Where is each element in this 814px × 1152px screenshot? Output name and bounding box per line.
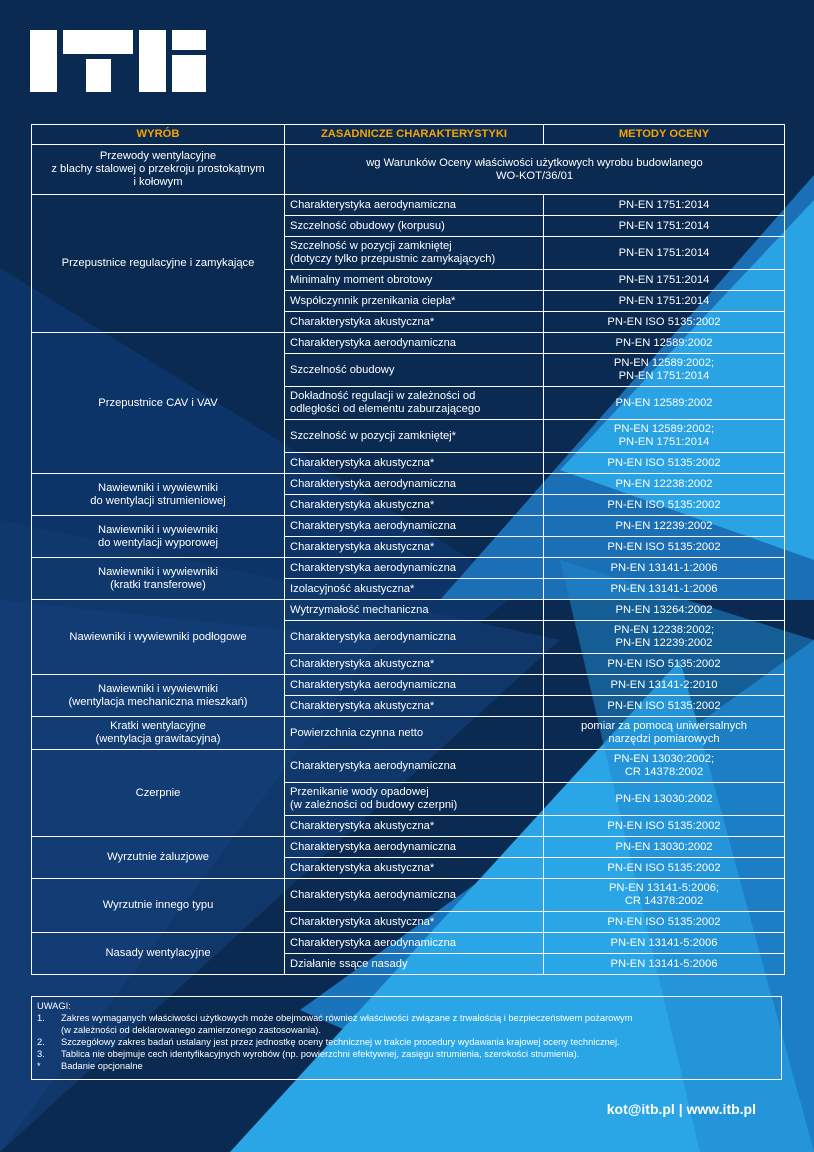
method-cell: PN-EN 13141-2:2010	[544, 675, 785, 696]
characteristic-cell: Charakterystyka akustyczna*	[285, 858, 544, 879]
method-cell: PN-EN 1751:2014	[544, 270, 785, 291]
header-methods: METODY OCENY	[544, 125, 785, 145]
characteristic-cell: Szczelność w pozycji zamkniętej*	[285, 420, 544, 453]
table-row	[32, 474, 785, 495]
table-row	[32, 333, 785, 354]
method-cell: PN-EN 13030:2002	[544, 837, 785, 858]
method-cell: PN-EN 1751:2014	[544, 216, 785, 237]
characteristic-cell: Charakterystyka aerodynamiczna	[285, 675, 544, 696]
characteristic-cell: Szczelność obudowy	[285, 354, 544, 387]
characteristic-cell: Charakterystyka aerodynamiczna	[285, 195, 544, 216]
characteristic-cell: Przenikanie wody opadowej (w zależności od budowy czerpni)	[285, 783, 544, 816]
characteristic-cell: Charakterystyka akustyczna*	[285, 495, 544, 516]
characteristic-cell: Minimalny moment obrotowy	[285, 270, 544, 291]
characteristic-cell: Charakterystyka aerodynamiczna	[285, 474, 544, 495]
characteristic-cell: Charakterystyka akustyczna*	[285, 312, 544, 333]
product-cell: Nawiewniki i wywiewniki (kratki transferowe)	[32, 558, 285, 600]
characteristic-cell: Izolacyjność akustyczna*	[285, 579, 544, 600]
note-continuation: (w zależności od deklarowanego zamierzonego zastosowania).	[61, 1025, 321, 1035]
method-cell: PN-EN ISO 5135:2002	[544, 858, 785, 879]
characteristic-cell: Charakterystyka akustyczna*	[285, 537, 544, 558]
method-cell: PN-EN 13141-5:2006	[544, 954, 785, 975]
product-cell: Nawiewniki i wywiewniki (wentylacja mechaniczna mieszkań)	[32, 675, 285, 717]
method-cell: PN-EN 13030:2002; CR 14378:2002	[544, 750, 785, 783]
characteristic-cell: Charakterystyka aerodynamiczna	[285, 879, 544, 912]
product-cell: Wyrzutnie żaluzjowe	[32, 837, 285, 879]
footer-contact[interactable]: kot@itb.pl | www.itb.pl	[606, 1101, 756, 1117]
characteristic-cell: Dokładność regulacji w zależności od odległości od elementu zaburzającego	[285, 387, 544, 420]
product-cell: Czerpnie	[32, 750, 285, 837]
table-header-row	[32, 125, 785, 145]
method-cell: PN-EN ISO 5135:2002	[544, 912, 785, 933]
method-cell: PN-EN 1751:2014	[544, 195, 785, 216]
method-cell: PN-EN ISO 5135:2002	[544, 312, 785, 333]
method-cell: PN-EN 12238:2002	[544, 474, 785, 495]
method-cell: PN-EN 12589:2002	[544, 387, 785, 420]
method-cell: PN-EN ISO 5135:2002	[544, 654, 785, 675]
header-characteristics: ZASADNICZE CHARAKTERYSTYKI	[285, 125, 544, 145]
note-text: Szczegółowy zakres badań ustalany jest przez jednostkę oceny technicznej w trakcie procedury wydawania krajowej oceny technicznej.	[61, 1037, 620, 1047]
product-cell: Przepustnice regulacyjne i zamykające	[32, 195, 285, 333]
method-cell: PN-EN 13141-1:2006	[544, 558, 785, 579]
note-text: Zakres wymaganych właściwości użytkowych może obejmować również właściwości związane z trwałością i bezpieczeństwem pożarowym	[61, 1013, 633, 1023]
note-item: 1. Zakres wymaganych właściwości użytkowych może obejmować również właściwości związane z trwałością i bezpieczeństwem pożarowym	[37, 1013, 633, 1023]
method-cell: PN-EN 12239:2002	[544, 516, 785, 537]
characteristic-cell: Charakterystyka akustyczna*	[285, 453, 544, 474]
method-cell: PN-EN ISO 5135:2002	[544, 453, 785, 474]
table-row	[32, 195, 785, 216]
header-product: WYRÓB	[32, 125, 285, 145]
product-cell: Nasady wentylacyjne	[32, 933, 285, 975]
method-cell: PN-EN 13141-5:2006	[544, 933, 785, 954]
table-row	[32, 879, 785, 912]
table-row	[32, 145, 785, 195]
table-row	[32, 837, 785, 858]
method-cell: PN-EN 13141-1:2006	[544, 579, 785, 600]
characteristic-cell: Charakterystyka akustyczna*	[285, 696, 544, 717]
table-row	[32, 675, 785, 696]
method-cell: pomiar za pomocą uniwersalnych narzędzi pomiarowych	[544, 717, 785, 750]
notes-box	[31, 996, 782, 1080]
method-cell: PN-EN 12589:2002	[544, 333, 785, 354]
method-cell: PN-EN 13030:2002	[544, 783, 785, 816]
characteristic-cell: Charakterystyka akustyczna*	[285, 654, 544, 675]
characteristic-cell: Działanie ssące nasady	[285, 954, 544, 975]
characteristic-cell: Charakterystyka aerodynamiczna	[285, 333, 544, 354]
method-cell: PN-EN 12589:2002; PN-EN 1751:2014	[544, 420, 785, 453]
characteristic-cell: Charakterystyka aerodynamiczna	[285, 558, 544, 579]
characteristic-cell: Powierzchnia czynna netto	[285, 717, 544, 750]
notes-title: UWAGI:	[37, 1001, 71, 1011]
table-body	[32, 145, 785, 975]
method-cell: PN-EN 13264:2002	[544, 600, 785, 621]
method-cell: PN-EN 1751:2014	[544, 291, 785, 312]
product-cell: Kratki wentylacyjne (wentylacja grawitacyjna)	[32, 717, 285, 750]
product-cell: Wyrzutnie innego typu	[32, 879, 285, 933]
product-cell: Przepustnice CAV i VAV	[32, 333, 285, 474]
characteristic-cell: Charakterystyka aerodynamiczna	[285, 516, 544, 537]
method-cell: PN-EN 1751:2014	[544, 237, 785, 270]
characteristic-cell: Charakterystyka akustyczna*	[285, 912, 544, 933]
method-cell: PN-EN 12238:2002; PN-EN 12239:2002	[544, 621, 785, 654]
table-row	[32, 558, 785, 579]
product-cell: Nawiewniki i wywiewniki do wentylacji strumieniowej	[32, 474, 285, 516]
table-row	[32, 750, 785, 783]
method-cell: PN-EN 12589:2002; PN-EN 1751:2014	[544, 354, 785, 387]
table-row	[32, 933, 785, 954]
table-row	[32, 717, 785, 750]
evaluation-table	[31, 124, 785, 975]
registered-mark: ®	[182, 26, 199, 51]
note-item: * Badanie opcjonalne	[37, 1061, 143, 1071]
note-text: Tablica nie obejmuje cech identyfikacyjnych wyrobów (np. powierzchni efektywnej, zasięgu strumienia, szerokości strumienia).	[61, 1049, 580, 1059]
characteristic-cell: Szczelność obudowy (korpusu)	[285, 216, 544, 237]
table-row	[32, 600, 785, 621]
product-cell: Przewody wentylacyjne z blachy stalowej o przekroju prostokątnym i kołowym	[32, 145, 285, 195]
method-cell: PN-EN ISO 5135:2002	[544, 537, 785, 558]
characteristic-cell: Charakterystyka aerodynamiczna	[285, 621, 544, 654]
method-cell: PN-EN ISO 5135:2002	[544, 696, 785, 717]
characteristic-cell: Charakterystyka aerodynamiczna	[285, 750, 544, 783]
characteristic-cell: Współczynnik przenikania ciepła*	[285, 291, 544, 312]
note-item: 3. Tablica nie obejmuje cech identyfikacyjnych wyrobów (np. powierzchni efektywnej, zasięgu strumienia, szerokości strumienia).	[37, 1049, 580, 1059]
note-text: Badanie opcjonalne	[61, 1061, 143, 1071]
product-cell: Nawiewniki i wywiewniki do wentylacji wyporowej	[32, 516, 285, 558]
method-cell: PN-EN 13141-5:2006; CR 14378:2002	[544, 879, 785, 912]
characteristic-cell: Szczelność w pozycji zamkniętej (dotyczy tylko przepustnic zamykających)	[285, 237, 544, 270]
method-cell: PN-EN ISO 5135:2002	[544, 495, 785, 516]
characteristic-cell: Charakterystyka aerodynamiczna	[285, 933, 544, 954]
table-row	[32, 516, 785, 537]
note-item: 2. Szczegółowy zakres badań ustalany jest przez jednostkę oceny technicznej w trakcie procedury wydawania krajowej oceny technicznej.	[37, 1037, 620, 1047]
conditions-cell: wg Warunków Oceny właściwości użytkowych wyrobu budowlanego WO-KOT/36/01	[285, 145, 785, 195]
characteristic-cell: Charakterystyka aerodynamiczna	[285, 837, 544, 858]
characteristic-cell: Wytrzymałość mechaniczna	[285, 600, 544, 621]
product-cell: Nawiewniki i wywiewniki podłogowe	[32, 600, 285, 675]
method-cell: PN-EN ISO 5135:2002	[544, 816, 785, 837]
characteristic-cell: Charakterystyka akustyczna*	[285, 816, 544, 837]
